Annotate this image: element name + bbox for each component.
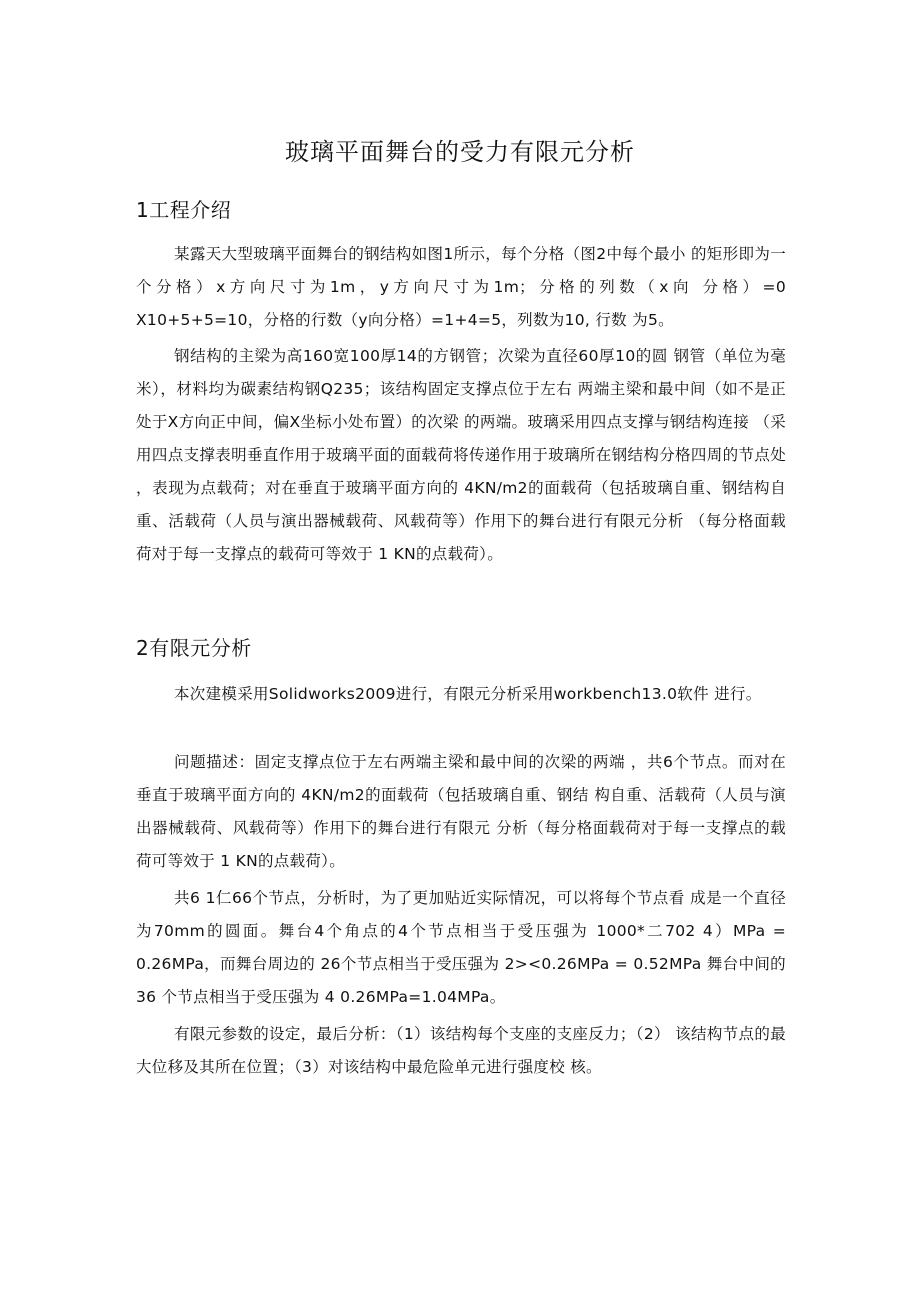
paragraph-steel-structure: 钢结构的主梁为高160宽100厚14的方钢管；次梁为直径60厚10的圆 钢管（单位为毫米），材料均为碳素结构钢Q235；该结构固定支撑点位于左右 两端主梁和最中间（如不是正处于X方向正中间，偏X坐标小处布置）的次梁 的两端。玻璃采用四点支撑与钢结构连接 （采用四点支撑表明垂直作用于玻璃平面的面载荷将传递作用于玻璃所在钢结构分格四周的节点处 ，表现为点载荷；对在垂直于玻璃平面方向的 4KN/m2的面载荷（包括玻璃自重、钢结构自 重、活载荷（人员与演出器械载荷、风载荷等）作用下的舞台进行有限元分析 （每分格面载荷对于每一支撑点的载荷可等效于 1 KN的点载荷）。 xyxy=(136,347,786,563)
paragraph-analysis-goals: 有限元参数的设定，最后分析：（1）该结构每个支座的支座反力；（2） 该结构节点的最大位移及其所在位置；（3）对该结构中最危险单元进行强度校 核。 xyxy=(136,1025,786,1076)
document-title: 玻璃平面舞台的受力有限元分析 xyxy=(285,138,635,166)
section-heading-fea: 2有限元分析 xyxy=(136,636,252,660)
section-heading-project-intro: 1工程介绍 xyxy=(136,198,232,222)
paragraph-grid-description: 某露天大型玻璃平面舞台的钢结构如图1所示，每个分格（图2中每个最小 的矩形即为一个分格）x方向尺寸为1m，y方向尺寸为1m；分格的列数（x向 分格）=0 X10+5+5=10，分格的行数（y向分格）=1+4=5，列数为10, 行数 为5。 xyxy=(136,245,786,329)
paragraph-problem-description: 问题描述：固定支撑点位于左右两端主梁和最中间的次梁的两端 ，共6个节点。而对在垂直于玻璃平面方向的 4KN/m2的面载荷（包括玻璃自重、钢结 构自重、活载荷（人员与演出器械载荷、风载荷等）作用下的舞台进行有限元 分析（每分格面载荷对于每一支撑点的载荷可等效于 1 KN的点载荷）。 xyxy=(136,753,786,870)
paragraph-node-pressure: 共6 1仁66个节点，分析时，为了更加贴近实际情况，可以将每个节点看 成是一个直径为70mm的圆面。舞台4个角点的4个节点相当于受压强为 1000*二702 4）MPa = 0.26MPa，而舞台周边的 26个节点相当于受压强为 2><0.26MPa = 0.52MPa 舞台中间的 36 个节点相当于受压强为 4 0.26MPa=1.04MPa。 xyxy=(136,889,786,1006)
paragraph-modeling-software: 本次建模采用Solidworks2009进行，有限元分析采用workbench13.0软件 进行。 xyxy=(174,685,762,703)
